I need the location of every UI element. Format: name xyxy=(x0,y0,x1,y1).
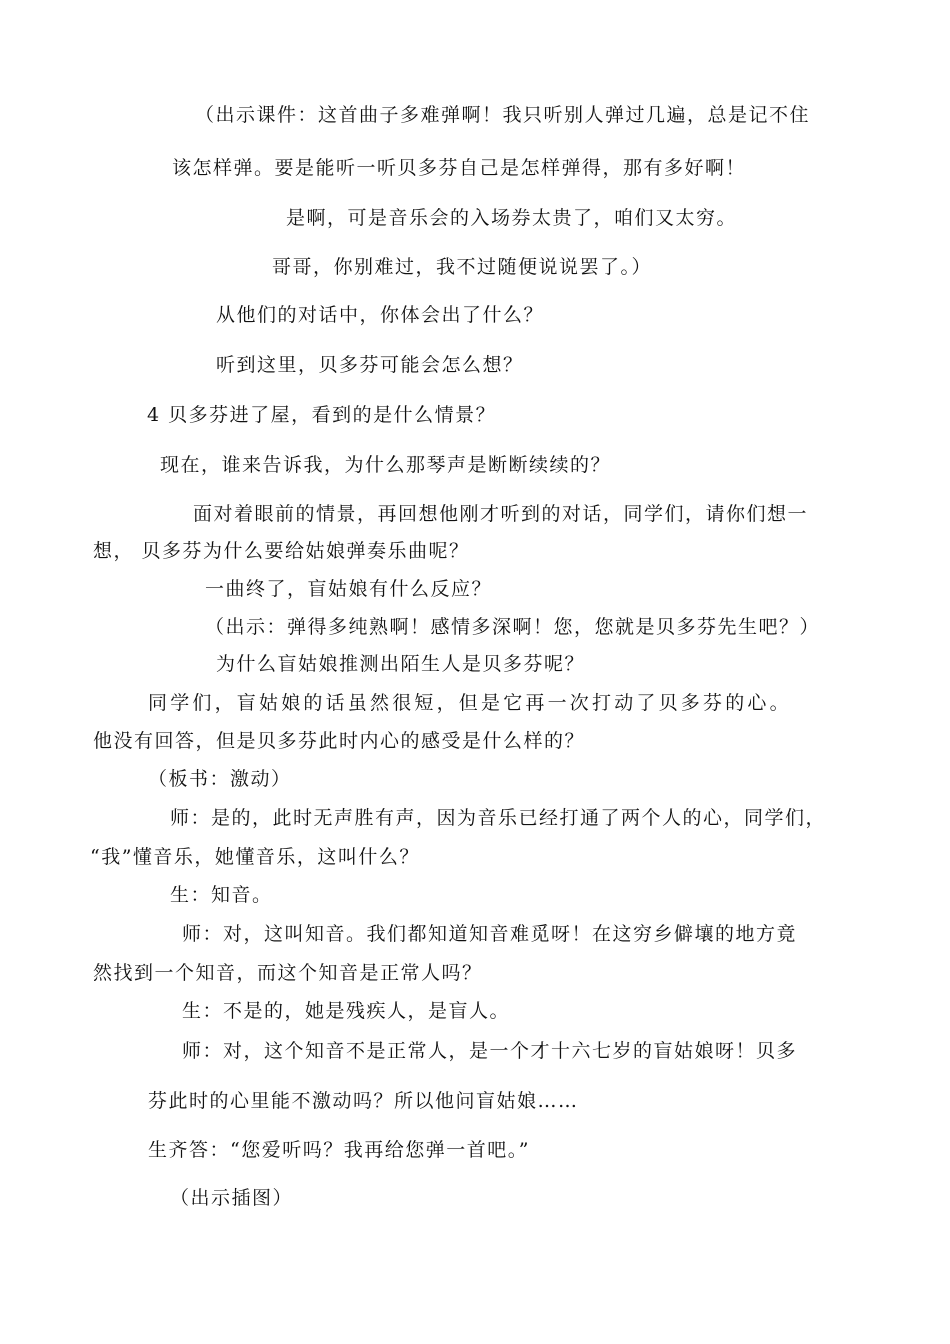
paragraph-line: 师：对，这叫知音。我们都知道知音难觅呀！在这穷乡僻壤的地方竟 xyxy=(182,923,798,945)
paragraph-line: 听到这里，贝多芬可能会怎么想？ xyxy=(216,354,524,376)
paragraph-line: 该怎样弹。要是能听一听贝多芬自己是怎样弹得，那有多好啊！ xyxy=(172,157,747,179)
paragraph-line: “我”懂音乐，她懂音乐，这叫什么？ xyxy=(90,846,420,868)
paragraph-line: 生：知音。 xyxy=(170,884,273,906)
paragraph-line: 然找到一个知音，而这个知音是正常人吗？ xyxy=(93,962,483,984)
paragraph-line: 现在，谁来告诉我，为什么那琴声是断断续续的？ xyxy=(160,454,612,476)
paragraph-line: 生：不是的，她是残疾人，是盲人。 xyxy=(182,1000,511,1022)
paragraph-line: 芬此时的心里能不激动吗？所以他问盲姑娘…… xyxy=(148,1090,579,1112)
paragraph-line: （出示：弹得多纯熟啊！感情多深啊！您，您就是贝多芬先生吧？） xyxy=(205,616,821,638)
paragraph-line: 师：是的，此时无声胜有声，因为音乐已经打通了两个人的心，同学们， xyxy=(170,807,827,829)
paragraph-line: （出示插图） xyxy=(170,1187,294,1209)
paragraph-line: 哥哥，你别难过，我不过随便说说罢了。） xyxy=(272,256,653,278)
paragraph-line: 同学们，盲姑娘的话虽然很短，但是它再一次打动了贝多芬的心。 xyxy=(148,692,792,714)
paragraph-line: 为什么盲姑娘推测出陌生人是贝多芬呢？ xyxy=(216,653,586,675)
paragraph-line: 4 贝多芬进了屋，看到的是什么情景？ xyxy=(147,404,497,426)
paragraph-line: 从他们的对话中，你体会出了什么？ xyxy=(216,304,545,326)
paragraph-line: （出示课件：这首曲子多难弹啊！我只听别人弹过几遍，总是记不住 xyxy=(195,104,811,126)
paragraph-line: 想， 贝多芬为什么要给姑娘弹奏乐曲呢？ xyxy=(93,540,470,562)
paragraph-line: 师：对，这个知音不是正常人，是一个才十六七岁的盲姑娘呀！贝多 xyxy=(182,1040,798,1062)
paragraph-line: 是啊，可是音乐会的入场券太贵了，咱们又太穷。 xyxy=(286,207,738,229)
paragraph-line: 生齐答：“您爱听吗？我再给您弹一首吧。” xyxy=(148,1139,530,1161)
paragraph-line: 他没有回答，但是贝多芬此时内心的感受是什么样的？ xyxy=(93,730,586,752)
paragraph-line: （板书：激动） xyxy=(148,768,292,790)
paragraph-line: 一曲终了，盲姑娘有什么反应？ xyxy=(205,578,493,600)
paragraph-line: 面对着眼前的情景，再回想他刚才听到的对话，同学们，请你们想一 xyxy=(193,503,809,525)
